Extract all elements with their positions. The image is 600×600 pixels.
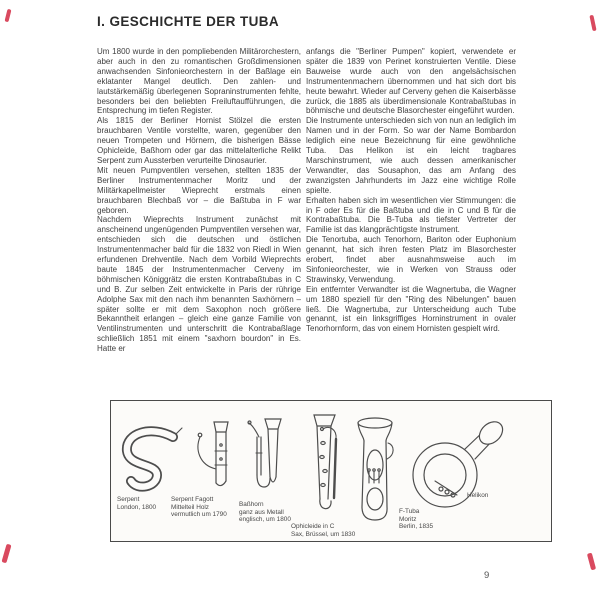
paragraph: Ein entfernter Verwandter ist die Wagnertuba, die Wagner um 1880 speziell für den "Ring des Nibelungen" bauen ließ. Die Wagnertuba, zur Unterscheidung auch Tube genannt, ist ein linksgriffiges Horninstrument in ovaler Tenorhornform, das von einem Hornisten gespielt wird.	[306, 284, 516, 334]
page-number: 9	[484, 570, 490, 581]
caption-ophicleide: Ophicleide in C Sax, Brüssel, um 1830	[291, 523, 356, 538]
caption-basshorn: Baßhorn ganz aus Metall englisch, um 1800	[239, 501, 291, 524]
paragraph: Um 1800 wurde in den pompliebenden Militärorchestern, aber auch in den zu romantischen Großdimensionen anwachsenden Sinfonieorchestern in der Baßlage ein eklatanter Mangel deutlich. Den zahlen- und lautstärkemäßig überlegenen Sopraninstrumenten fehlte, besonders bei den beliebten Freiluftaufführungen, die Entsprechung im tiefen Register.	[97, 47, 301, 116]
paragraph: Nachdem Wieprechts Instrument zunächst mit anscheinend ungenügenden Pumpventilen versehen war, entschieden sich die deutschen und östlichen Instrumentenmacher bald für die 1832 von Riedl in Wien erfundenen Drehventile. Nach dem Vorbild Wieprechts baute 1845 der Instrumentenmacher Cerveny im böhmischen Königgrätz die ersten Kontrabaßtubas in C und B. Zur selben Zeit entwickelte in Paris der rührige Adolphe Sax mit den nach ihm benannten Saxhörnern – später sollte er mit dem Saxophon noch größere Bekanntheit erlangen – gleich eine ganze Familie von Ventilinstrumenten und unterschritt die Kontrabaßlage schließlich 1851 mit einem "saxhorn bourdon" in Es. Hatte er	[97, 215, 301, 354]
instrument-figure	[110, 400, 552, 542]
text-column-left	[97, 47, 301, 385]
red-corner-mark-top-right	[589, 15, 596, 31]
paragraph: Die Tenortuba, auch Tenorhorn, Bariton oder Euphonium genannt, hat sich ihren festen Platz im Blasorchester erobert, findet aber ausnahmsweise auch im Sinfonieorchester, wie in Werken von Strauss oder Strawinsky, Verwendung.	[306, 235, 516, 284]
text-column-right	[306, 47, 516, 385]
red-corner-mark-bottom-left	[1, 544, 11, 564]
ophicleide-illustration	[297, 413, 345, 521]
serpent-illustration	[115, 423, 187, 493]
basshorn-illustration	[247, 417, 289, 499]
caption-helikon: Helikon	[467, 492, 489, 499]
paragraph: Mit neuen Pumpventilen versehen, stellten 1835 der Berliner Instrumentenmacher Moritz und der Militärkapellmeister Wieprecht erstmals einen brauchbaren Blechbaß vor – die Baßtuba in F war geboren.	[97, 165, 301, 215]
helikon-illustration	[405, 421, 505, 515]
paragraph: Die Instrumente unterschieden sich von nun an lediglich im Namen und in der Form. So war der Name Bombardon lediglich eine neue Bezeichnung für eine gewöhnliche Tuba. Das Helikon ist ein leicht tragbares Marschinstrument, wie auch dessen amerikanischer Verwandter, das Sousaphon, das am Anfang des zwanzigsten Jahrhunderts im Jazz eine wichtige Rolle spielte.	[306, 116, 516, 195]
page-title: I. GESCHICHTE DER TUBA	[97, 14, 280, 29]
paragraph: anfangs die "Berliner Pumpen" kopiert, verwendete er später die 1839 von Perinet konstruierten Ventile. Diese Bauweise wurde auch von den angelsächsischen Instrumentenmachern übernommen und hat sich dort bis heute bewahrt. Wieder auf Cerveny gehen die Kaiserbässe zurück, die 1885 als überdimensionale Kontrabaßtubas in böhmische und deutsche Blasorchester eingeführt wurden.	[306, 47, 516, 116]
caption-f-tuba: F-Tuba Moritz Berlin, 1835	[399, 508, 434, 531]
serpent-fagott-illustration	[191, 419, 239, 493]
f-tuba-illustration	[351, 415, 399, 529]
paragraph: Erhalten haben sich im wesentlichen vier Stimmungen: die in F oder Es für die Baßtuba und die in C und B für die Kontrabaßtuba. Die B-Tuba als tiefster Vertreter der Familie ist das klangprächtigste Instrument.	[306, 195, 516, 235]
caption-serpent-fagott: Serpent Fagott Mittelteil Holz vermutlich um 1790	[171, 496, 227, 519]
caption-serpent: Serpent London, 1800	[117, 496, 157, 511]
red-corner-mark-top-left	[4, 9, 11, 23]
red-corner-mark-bottom-right	[587, 553, 596, 571]
paragraph: Als 1815 der Berliner Hornist Stölzel die ersten brauchbaren Ventile vorstellte, waren, gegenüber den neuen Trompeten und Hörnern, die bisherigen Bässe Ophicleide, Baßhorn oder gar das mittelalterliche Relikt Serpent zum Aussterben verurteilte Dinosaurier.	[97, 116, 301, 165]
